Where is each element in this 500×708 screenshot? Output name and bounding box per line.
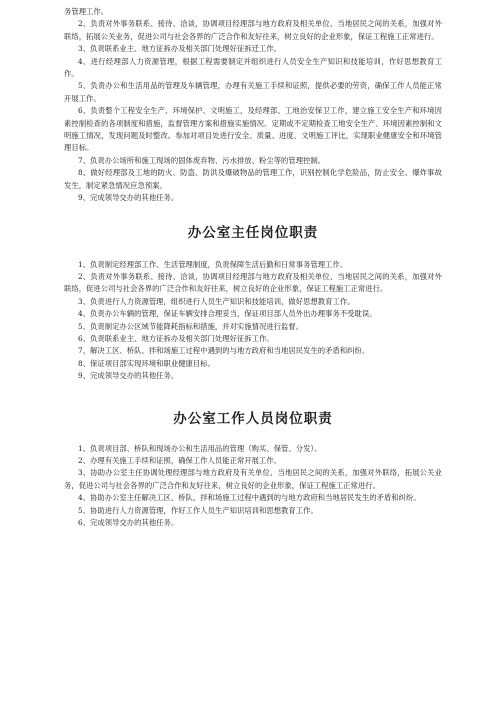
paragraph: 6、负责联系业主、地方征拆办及相关部门处理好征拆工作。	[78, 333, 274, 343]
section-title-office-staff: 办公室工作人员岗位职责	[173, 410, 333, 427]
paragraph: 6、完成领导交办的其他任务。	[78, 518, 179, 527]
paragraph: 5、负责制定办公区域节能降耗指标和措施，并对实施情况进行监督。	[78, 321, 304, 331]
paragraph: 2、负责对外事务联系、接待、洽谈，协调项目经理部与地方政府及相关单位、当地居民之间的关系，加强对外联络，促进公司与社会各界的广泛合作和友好往来，树立良好的企业形象，保证工程施工正常进行。	[64, 271, 442, 294]
section-office-duties-continued	[64, 0, 442, 205]
paragraph: 2、办理有关施工手续和证照，确保工作人员能正常开展工作。	[78, 455, 282, 465]
section-title-office-director: 办公室主任岗位职责	[187, 224, 319, 241]
paragraph: 7、解决工区、桥队、拌和场施工过程中遇到的与地方政府和当地居民发生的矛盾和纠纷。	[78, 346, 370, 356]
paragraph: 1、负责制定经理部工作、生活管理制度，负责保障生活后勤和日常事务管理工作。	[78, 259, 348, 269]
paragraph: 1、负责项目部、桥队和现场办公和生活用品的管理（购买、保管、分发）。	[78, 443, 322, 453]
paragraph: 5、协助进行人力资源管理，作好工作人员生产知识培训和思想教育工作。	[78, 505, 318, 515]
paragraph: 4、进行经理部人力资源管理，根据工程需要制定并组织进行人员安全生产知识和技能培训，作好思想教育工作。	[64, 56, 442, 79]
paragraph: 8、做好经理部及工地的防火、防盗、防洪及爆破物品的管理工作，识别控制化学危险品，防止安全、爆炸事故发生，制定紧急情况应急预案。	[64, 168, 442, 190]
paragraph: 3、负责进行人力资源管理，组织进行人员生产知识和技能培训，做好思想教育工作。	[78, 296, 355, 306]
paragraph: 8、保证项目部实现环境和职业健康目标。	[78, 358, 215, 368]
paragraph: 3、协助办公室主任协调处理经理部与地方政府及有关单位、当地居民之间的关系，加强对外联络，拓展公关业务，促进公司与社会各界的广泛合作和友好往来，树立良好的企业形象，保证工程施工正常进行。	[64, 468, 442, 490]
paragraph: 9、完成领导交办的其他任务。	[78, 193, 179, 203]
paragraph: 2、负责对外事务联系、接待、洽谈，协调项目经理部与地方政府及相关单位、当地居民之间的关系，加强对外联络，拓展公关业务，促进公司与社会各界的广泛合作和友好往来，树立良好的企业形象，保证工程施工正常进行。	[64, 19, 442, 41]
paragraph: 6、负责整个工程安全生产、环境保护、文明施工，及经理部、工地治安保卫工作，建立施工安全生产和环境因素控制检查的各项制度和措施，监督管理方案和措施实施情况。定期或不定期检查工地安全生产、环境因素控制和文明施工情况，发现问题及时整改。参加对项目处进行安全、质量、进度、文明施工评比，实现职业健康安全和环境管理目标。	[64, 106, 442, 153]
paragraph: 务管理工作。	[64, 7, 109, 16]
paragraph: 3、负责联系业主、地方征拆办及相关部门处理好征拆迁工作。	[78, 44, 282, 54]
paragraph: 4、协助办公室主任解决工区、桥队、拌和场施工过程中遇到的与地方政府和当地居民发生的矛盾和纠纷。	[78, 493, 421, 503]
section-office-director-duties	[64, 259, 442, 383]
section-office-staff-duties	[64, 443, 442, 530]
paragraph: 7、负责办公场所和施工现场的固体废弃物、污水排放、粉尘等的管理控制。	[78, 155, 326, 165]
paragraph: 5、负责办公和生活用品的管理及车辆管理，办理有关施工手续和证照，提供必要的劳资，确保工作人员能正常开展工作。	[64, 81, 442, 103]
paragraph: 4、负责办公车辆的管理，保证车辆安排合理妥当，保证项目部人员外出办理事务不受耽误。	[78, 309, 377, 319]
paragraph: 9、完成领导交办的其他任务。	[78, 371, 179, 381]
